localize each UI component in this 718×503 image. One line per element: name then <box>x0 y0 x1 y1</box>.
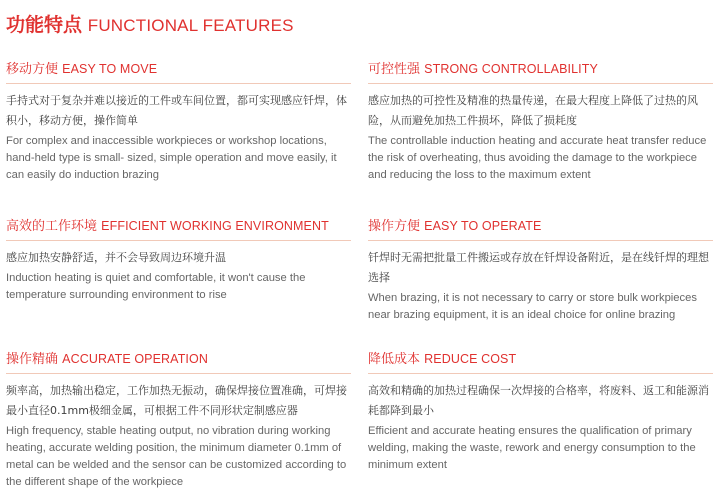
feature-efficient-working-environment <box>6 215 351 304</box>
feature-easy-to-operate <box>368 215 713 324</box>
feature-accurate-operation <box>6 348 351 491</box>
feature-desc-en: For complex and inaccessible workpieces or workshop locations, hand-held type is small- sized, simple operation and move easily, it can easily do induction brazing <box>6 135 337 181</box>
feature-desc-cn: 钎焊时无需把批量工件搬运或存放在钎焊设备附近，是在线钎焊的理想选择 <box>368 251 709 284</box>
page-title-cn: 功能特点 <box>6 14 83 36</box>
feature-title-cn: 高效的工作环境 <box>6 219 98 234</box>
feature-desc-cn: 频率高，加热输出稳定，工作加热无振动，确保焊接位置准确，可焊接最小直径0.1mm极细金属，可根据工件不同形状定制感应器 <box>6 384 347 417</box>
feature-title <box>6 215 351 241</box>
feature-reduce-cost <box>368 348 713 474</box>
feature-desc-en: Efficient and accurate heating ensures the qualification of primary welding, making the waste, rework and energy consumption to the minimum extent <box>368 425 696 471</box>
feature-title-cn: 操作方便 <box>368 219 421 234</box>
feature-title-en: EASY TO MOVE <box>62 62 158 76</box>
feature-desc-cn: 感应加热安静舒适，并不会导致周边环境升温 <box>6 251 226 264</box>
feature-desc-cn: 手持式对于复杂并难以接近的工件或车间位置，都可实现感应钎焊，体积小，移动方便，操作简单 <box>6 94 347 127</box>
feature-desc-en: When brazing, it is not necessary to carry or store bulk workpieces near brazing equipment, it is an ideal choice for online brazing <box>368 292 697 321</box>
feature-title-en: EASY TO OPERATE <box>424 219 542 233</box>
feature-easy-to-move <box>6 58 351 184</box>
feature-title-en: REDUCE COST <box>424 352 517 366</box>
page-title-en: FUNCTIONAL FEATURES <box>87 16 294 35</box>
feature-title <box>368 215 713 241</box>
feature-desc-en: Induction heating is quiet and comfortable, it won't cause the temperature surrounding environment to rise <box>6 272 306 301</box>
feature-title-en: EFFICIENT WORKING ENVIRONMENT <box>101 219 329 233</box>
feature-title-cn: 操作精确 <box>6 352 59 367</box>
feature-title-en: ACCURATE OPERATION <box>62 352 208 366</box>
feature-title-cn: 降低成本 <box>368 352 421 367</box>
feature-desc-en: High frequency, stable heating output, no vibration during working heating, accurate welding position, the minimum diameter 0.1mm of metal can be welded and the sensor can be customized according to the different shape of the workpiece <box>6 425 347 488</box>
page-title <box>6 10 294 37</box>
feature-desc-en: The controllable induction heating and accurate heat transfer reduce the risk of overheating, thus avoiding the damage to the workpiece and reducing the loss to the maximum extent <box>368 135 707 181</box>
feature-desc-cn: 高效和精确的加热过程确保一次焊接的合格率，将废料、返工和能源消耗都降到最小 <box>368 384 709 417</box>
feature-title <box>6 348 351 374</box>
feature-title <box>368 348 713 374</box>
feature-title <box>368 58 713 84</box>
feature-title-cn: 移动方便 <box>6 62 59 77</box>
feature-strong-controllability <box>368 58 713 184</box>
feature-title <box>6 58 351 84</box>
feature-desc-cn: 感应加热的可控性及精准的热量传递，在最大程度上降低了过热的风险，从而避免加热工件损坏，降低了损耗度 <box>368 94 698 127</box>
feature-title-en: STRONG CONTROLLABILITY <box>424 62 598 76</box>
feature-title-cn: 可控性强 <box>368 62 421 77</box>
